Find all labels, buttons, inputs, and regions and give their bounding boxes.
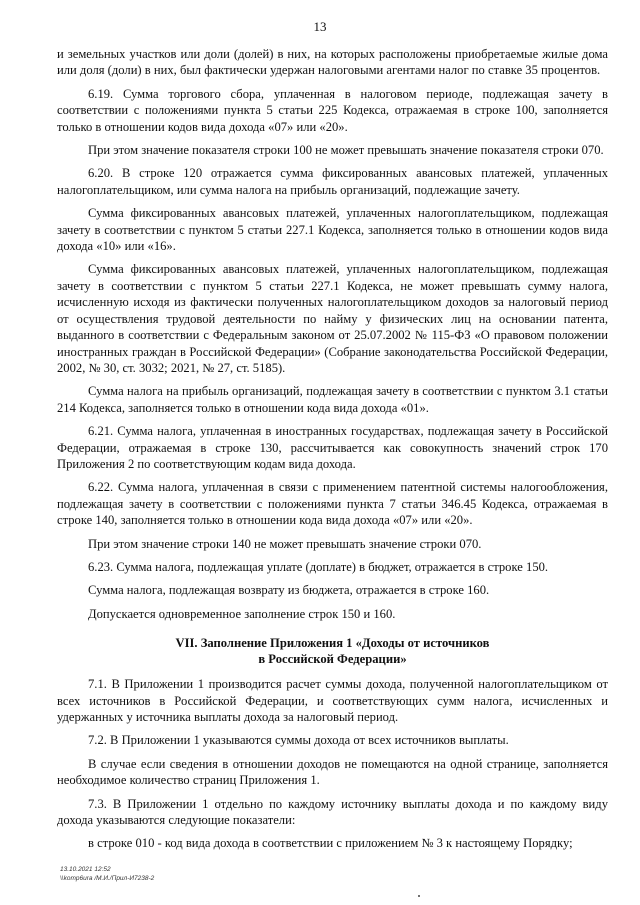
section-heading bbox=[57, 635, 608, 667]
footer-timestamp: 13.10.2021 12:52 bbox=[60, 866, 111, 873]
paragraph: Сумма фиксированных авансовых платежей, уплаченных налогоплательщиком, подлежащая зачету в соответствии с пунктом 5 статьи 227.1 Кодекса, заполняется только в отношении кодов вида дохода «10» или «16». bbox=[57, 206, 608, 254]
paragraph: В случае если сведения в отношении доходов не помещаются на одной странице, заполняется необходимое количество страниц Приложения 1. bbox=[57, 756, 608, 788]
paragraph: 7.1. В Приложении 1 производится расчет суммы дохода, полученной налогоплательщиком от всех источников в Российской Федерации, и соответствующих сумм налога, исчисленных и удержанных у источника выплаты дохода за налоговый период. bbox=[57, 677, 608, 724]
paragraph: При этом значение показателя строки 100 не может превышать значение показателя строки 070. bbox=[88, 143, 604, 158]
paragraph: 7.3. В Приложении 1 отдельно по каждому источнику выплаты дохода и по каждому виду дохода указываются следующие показатели: bbox=[57, 796, 608, 828]
section-heading-line: в Российской Федерации» bbox=[258, 652, 407, 667]
print-footer bbox=[60, 866, 154, 883]
paragraph: Сумма налога, подлежащая возврату из бюджета, отражается в строке 160. bbox=[88, 583, 490, 598]
paragraph: 6.22. Сумма налога, уплаченная в связи с применением патентной системы налогообложения, подлежащая зачету в соответствии с положениями пункта 7 статьи 346.45 Кодекса, отражаемая в строке 140, заполняется только в отношении кода вида дохода «07» или «20». bbox=[57, 480, 608, 528]
scan-speck bbox=[418, 895, 420, 897]
paragraph: Сумма фиксированных авансовых платежей, уплаченных налогоплательщиком, подлежащая зачету в соответствии с пунктом 5 статьи 227.1 Кодекса, не может превышать сумму налога, исчисленную исходя из фактически полученных налогоплательщиком доходов за налоговый период от осуществления трудовой деятельности по найму у физических лиц на основании патента, выданного в соответствии с Федеральным законом от 25.07.2002 № 115-ФЗ «О правовом положении иностранных граждан в Российской Федерации» (Собрание законодательства Российской Федерации, 2002, № 30, ст. 3032; 2021, № 27, ст. 5185). bbox=[57, 262, 608, 375]
paragraph: и земельных участков или доли (долей) в них, на которых расположены приобретаемые жилые дома или доля (доли) в них, был фактически удержан налоговыми агентами налог по ставке 35 процентов. bbox=[57, 47, 608, 78]
paragraph: 6.19. Сумма торгового сбора, уплаченная в налоговом периоде, подлежащая зачету в соответствии с положениями пункта 5 статьи 225 Кодекса, отражаемая в строке 100, заполняется только в отношении кодов вида дохода «07» или «20». bbox=[57, 86, 608, 134]
paragraph: в строке 010 - код вида дохода в соответствии с приложением № 3 к настоящему Порядку; bbox=[88, 836, 573, 851]
page-number: 13 bbox=[313, 19, 327, 34]
paragraph: Сумма налога на прибыль организаций, подлежащая зачету в соответствии с пунктом 3.1 статьи 214 Кодекса, заполняется только в отношении кода вида дохода «01». bbox=[57, 384, 608, 415]
paragraph: 6.20. В строке 120 отражается сумма фиксированных авансовых платежей, уплаченных налогоплательщиком, или сумма налога на прибыль организаций, подлежащие зачету. bbox=[57, 166, 608, 197]
document-body bbox=[57, 46, 608, 859]
paragraph: При этом значение строки 140 не может превышать значение строки 070. bbox=[88, 536, 482, 551]
paragraph: 6.23. Сумма налога, подлежащая уплате (доплате) в бюджет, отражается в строке 150. bbox=[88, 559, 549, 574]
paragraph: 7.2. В Приложении 1 указываются суммы дохода от всех источников выплаты. bbox=[88, 733, 509, 748]
section-heading-line: VII. Заполнение Приложения 1 «Доходы от источников bbox=[175, 636, 490, 651]
footer-file-path: \\komp6ura /М.И./Прил-И7238-2 bbox=[60, 874, 155, 882]
paragraph: Допускается одновременное заполнение строк 150 и 160. bbox=[88, 606, 396, 621]
paragraph: 6.21. Сумма налога, уплаченная в иностранных государствах, подлежащая зачету в Российской Федерации, отражаемая в строке 130, рассчитывается как совокупность значений строк 170 Приложения 2 по соответствующим кодам вида дохода. bbox=[57, 424, 608, 471]
